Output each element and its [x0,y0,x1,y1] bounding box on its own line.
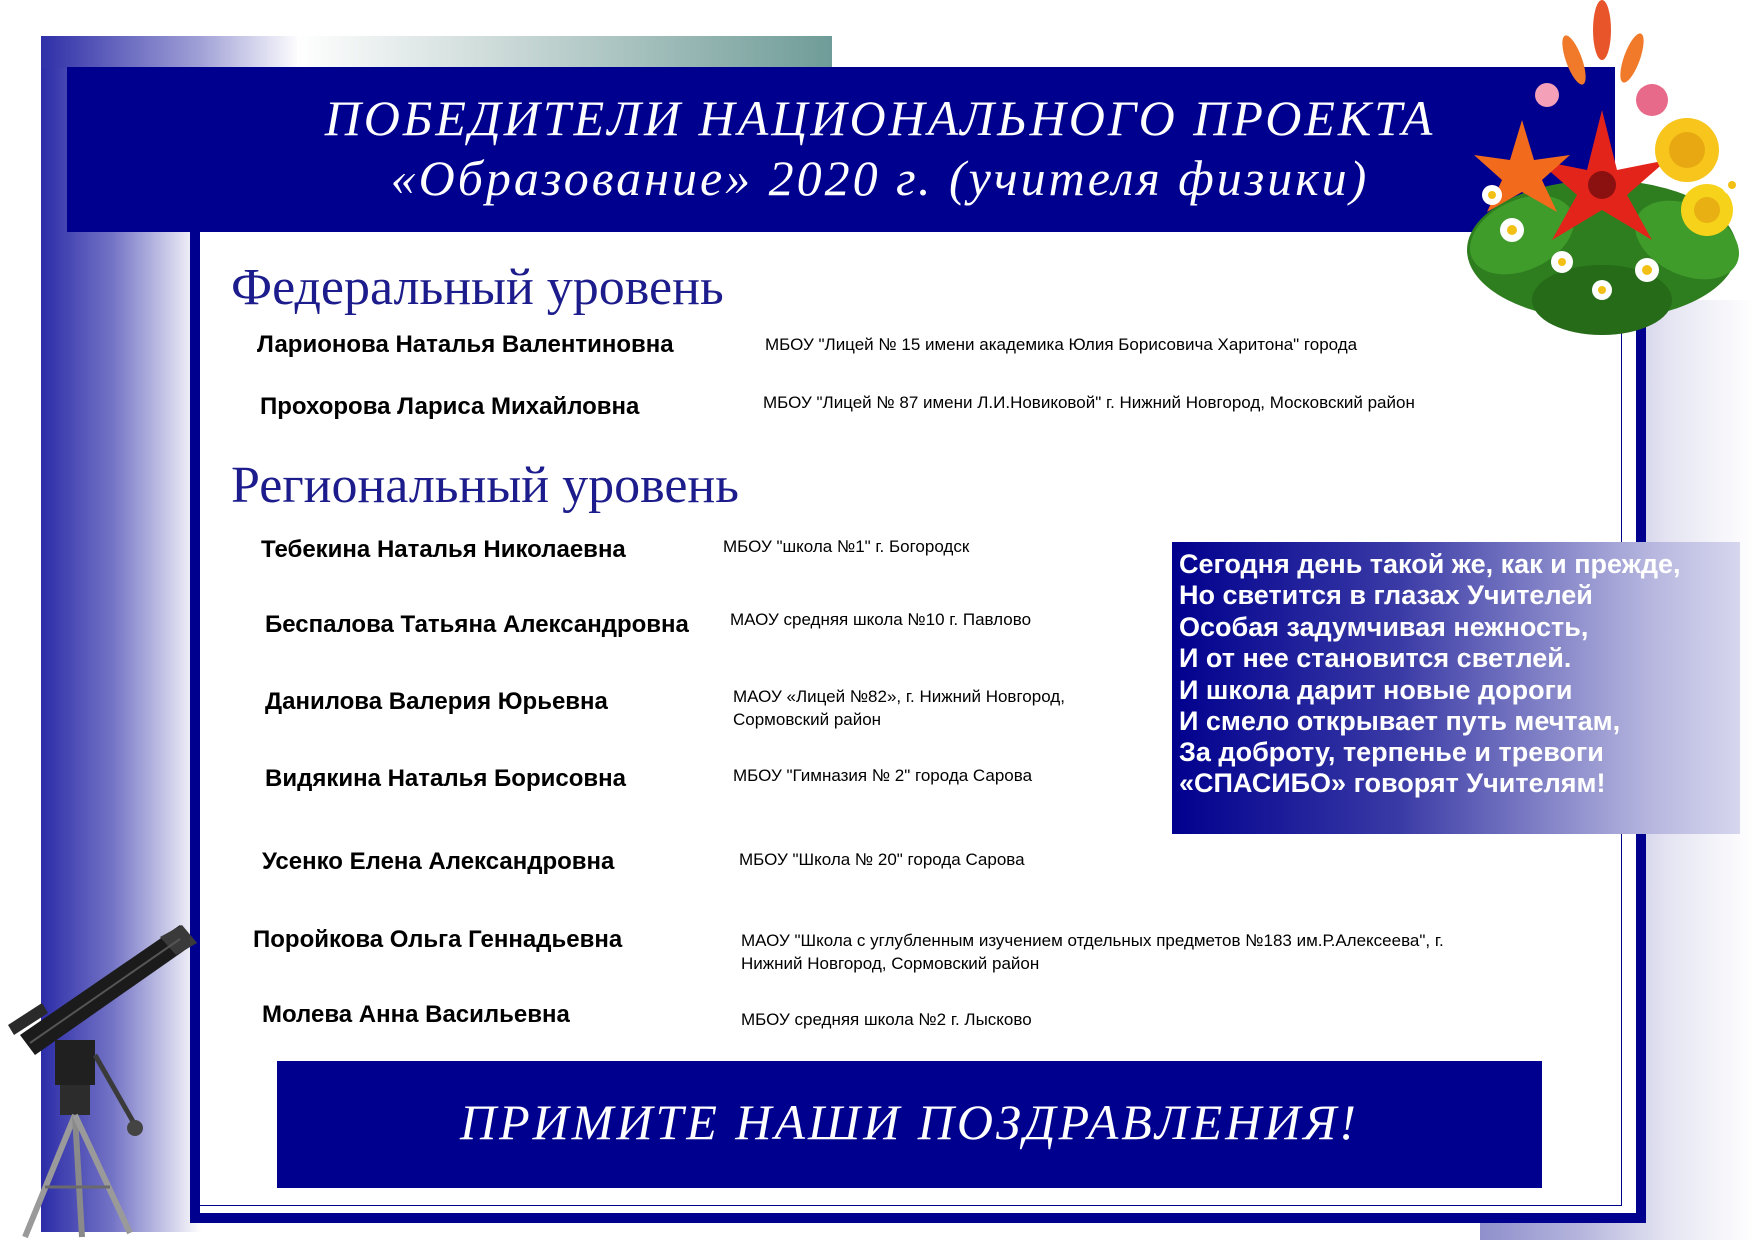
regional-school-6-line-2: Нижний Новгород, Сормовский район [741,954,1040,973]
poem-line-6: И смело открывает путь мечтам, [1179,706,1621,736]
federal-name-2: Прохорова Лариса Михайловна [260,393,640,420]
federal-name-1: Ларионова Наталья Валентиновна [257,331,674,358]
regional-school-5: МБОУ "Школа № 20" города Сарова [739,850,1025,869]
poem-line-5: И школа дарит новые дороги [1179,675,1573,705]
regional-school-3-line-2: Сормовский район [733,710,882,729]
regional-name-1: Тебекина Наталья Николаевна [261,536,626,563]
regional-name-4: Видякина Наталья Борисовна [265,765,626,792]
telescope-tripod [25,1115,130,1237]
regional-name-7: Молева Анна Васильевна [262,1001,570,1028]
title-line-1: ПОБЕДИТЕЛИ НАЦИОНАЛЬНОГО ПРОЕКТА [324,90,1436,146]
poem-line-1: Сегодня день такой же, как и прежде, [1179,549,1681,579]
flower-bouquet-image [1452,0,1754,340]
regional-school-6 [741,929,1444,975]
top-teal-strip [297,36,832,68]
poem-line-8: «СПАСИБО» говорят Учителям! [1179,768,1606,798]
bouquet-buds [1558,0,1649,87]
poem-line-2: Но светится в глазах Учителей [1179,580,1593,610]
federal-heading: Федеральный уровень [231,259,724,316]
regional-school-4: МБОУ "Гимназия № 2" города Сарова [733,766,1033,785]
poem-line-4: И от нее становится светлей. [1179,643,1572,673]
poem-line-3: Особая задумчивая нежность, [1179,612,1589,642]
regional-name-5: Усенко Елена Александровна [262,848,615,875]
poem-line-7: За доброту, терпенье и тревоги [1179,737,1604,767]
regional-name-3: Данилова Валерия Юрьевна [265,688,608,715]
regional-school-3-line-1: МАОУ «Лицей №82», г. Нижний Новгород, [733,687,1065,706]
regional-name-6: Поройкова Ольга Геннадьевна [253,926,623,953]
telescope-mount [55,1040,143,1136]
page-title [70,88,1690,208]
regional-school-7: МБОУ средняя школа №2 г. Лысково [741,1010,1032,1029]
regional-heading: Региональный уровень [231,457,739,514]
telescope-tube [20,925,197,1055]
regional-school-2: МАОУ средняя школа №10 г. Павлово [730,610,1032,629]
federal-school-1: МБОУ "Лицей № 15 имени академика Юлия Борисовича Харитона" города [765,335,1358,354]
regional-school-6-line-1: МАОУ "Школа с углубленным изучением отдельных предметов №183 им.Р.Алексеева", г. [741,931,1444,950]
title-line-2: «Образование» 2020 г. (учителя физики) [390,150,1370,206]
telescope-image [0,925,200,1240]
federal-school-2: МБОУ "Лицей № 87 имени Л.И.Новиковой" г. Нижний Новгород, Московский район [763,393,1415,412]
regional-name-2: Беспалова Татьяна Александровна [265,611,689,638]
regional-school-3 [733,685,1065,731]
bouquet-pink-flowers [1535,83,1668,116]
regional-school-1: МБОУ "школа №1" г. Богородск [723,537,970,556]
top-gradient-strip [41,36,301,68]
congratulations-text: ПРИМИТЕ НАШИ ПОЗДРАВЛЕНИЯ! [460,1094,1359,1150]
